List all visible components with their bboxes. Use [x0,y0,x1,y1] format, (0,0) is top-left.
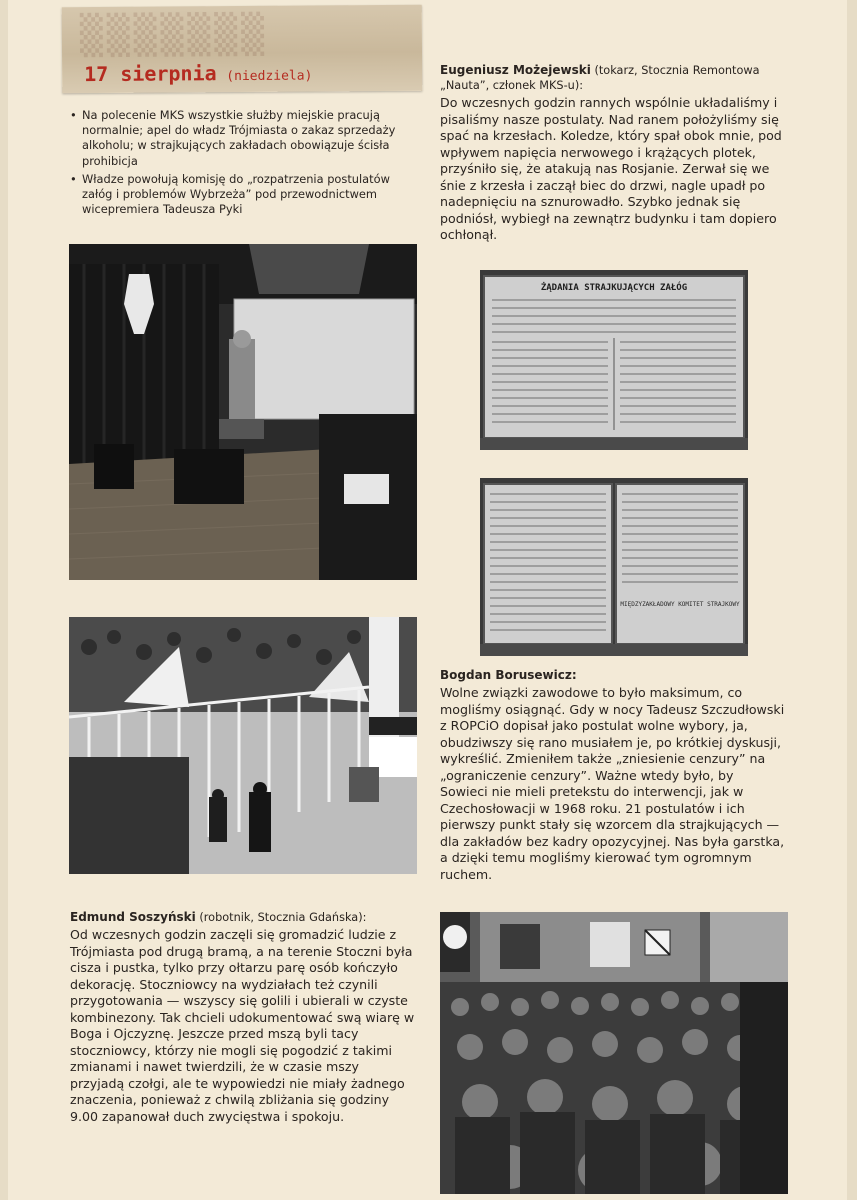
event-item: • Na polecenie MKS wszystkie służby miejskie pracują normalnie; apel do władz Trójmiasta o zakaz sprzedaży alkoholu; w strajkujących zakładach obowiązuje ścisła prohibicja [70,108,415,169]
quote-mozejewski [440,63,790,244]
quote-text: Do wczesnych godzin rannych wspólnie układaliśmy i pisaliśmy nasze postulaty. Nad ranem położyliśmy się spać na krzesłach. Koledze, który spał obok mnie, pod wpływem napięcia nerwowego i krążących plotek, przyśniło się, że atakują nas Rosjanie. Zerwał się we śnie z krzesła i zaczął biec do drzwi, nagle upadł po nadepnięciu na sznurowadło. Szybko jednak się podniósł, wybiegł na zewnątrz budynku i tam dopiero ochłonął. [440,95,782,242]
date-banner [62,5,423,94]
quote-author: Eugeniusz Możejewski [440,63,591,77]
quote-borusewicz [440,668,785,883]
date-label: 17 sierpnia [84,61,217,87]
quote-header [70,910,415,925]
banner-ghost-lettering: ▒▒▒▒▒▒▒ [79,11,269,58]
quote-role: (robotnik, Stocznia Gdańska): [199,911,367,924]
quote-soszynski [70,910,415,1125]
board-signature: MIĘDZYZAKŁADOWY KOMITET STRAJKOWY [620,601,740,608]
quote-header [440,668,785,683]
photo-shipyard-gate [69,617,417,874]
quote-role: (tokarz, Stocznia Remontowa „Nauta”, członek MKS-u): [440,64,760,92]
quote-text: Wolne związki zawodowe to było maksimum, co mogliśmy osiągnąć. Gdy w nocy Tadeusz Szczudłowski z ROPCiO dopisał jako postulat wolne wybory, ja, obudziwszy się rano musiałem je, po krótkiej dyskusji, wykreślić. Zmieniłem także „zniesienie cenzury” na „ograniczenie cenzury”. Ważne wtedy było, by Sowieci nie mieli pretekstu do interwencji, jak w Czechosłowacji w 1968 roku. 21 postulatów i ich pierwszy punkt stały się wzorcem dla strajkujących — dla zakładów bez kadry opozycyjnej. Nas była garstka, a dzięki temu mogliśmy kierować tym ogromnym ruchem. [440,685,785,882]
event-item: • Władze powołują komisję do „rozpatrzenia postulatów załóg i problemów Wybrzeża” pod przewodnictwem wicepremiera Tadeusza Pyki [70,172,415,218]
quote-author: Bogdan Borusewicz: [440,668,577,682]
events-list [70,108,415,220]
photo-kneeling-workers [440,912,788,1194]
quote-text: Od wczesnych godzin zaczęli się gromadzić ludzie z Trójmiasta pod drugą bramą, a na terenie Stoczni była cisza i pustka, tylko przy ołtarzu parę osób kończyło dekorację. Stoczniowcy na wydziałach też czynili przygotowania — wszyscy się golili i ubierali w czyste kombinezony. Tak chcieli udokumentować swą wiarę w Boga i Ojczyznę. Jeszcze przed mszą byli tacy stoczniowcy, którzy nie mogli się pogodzić z takimi zmianami i nawet twierdzili, że w czasie mszy przyjadą czołgi, ale te wypowiedzi nie miały żadnego znaczenia, ponieważ z chwilą zbliżania się godziny 9.00 zapanował duch zwycięstwa i spokoju. [70,927,415,1124]
weekday-label: (niedziela) [226,68,313,85]
quote-header [440,63,790,93]
date-heading [84,61,312,87]
quote-author: Edmund Soszyński [70,910,196,924]
page-edge-right [847,0,857,1200]
photo-hall-interior [69,244,417,580]
photo-demands-board-bottom [480,478,748,656]
page-edge-left [0,0,8,1200]
photo-demands-board-top [480,270,748,450]
board-title: ŻĄDANIA STRAJKUJĄCYCH ZAŁÓG [540,283,688,293]
